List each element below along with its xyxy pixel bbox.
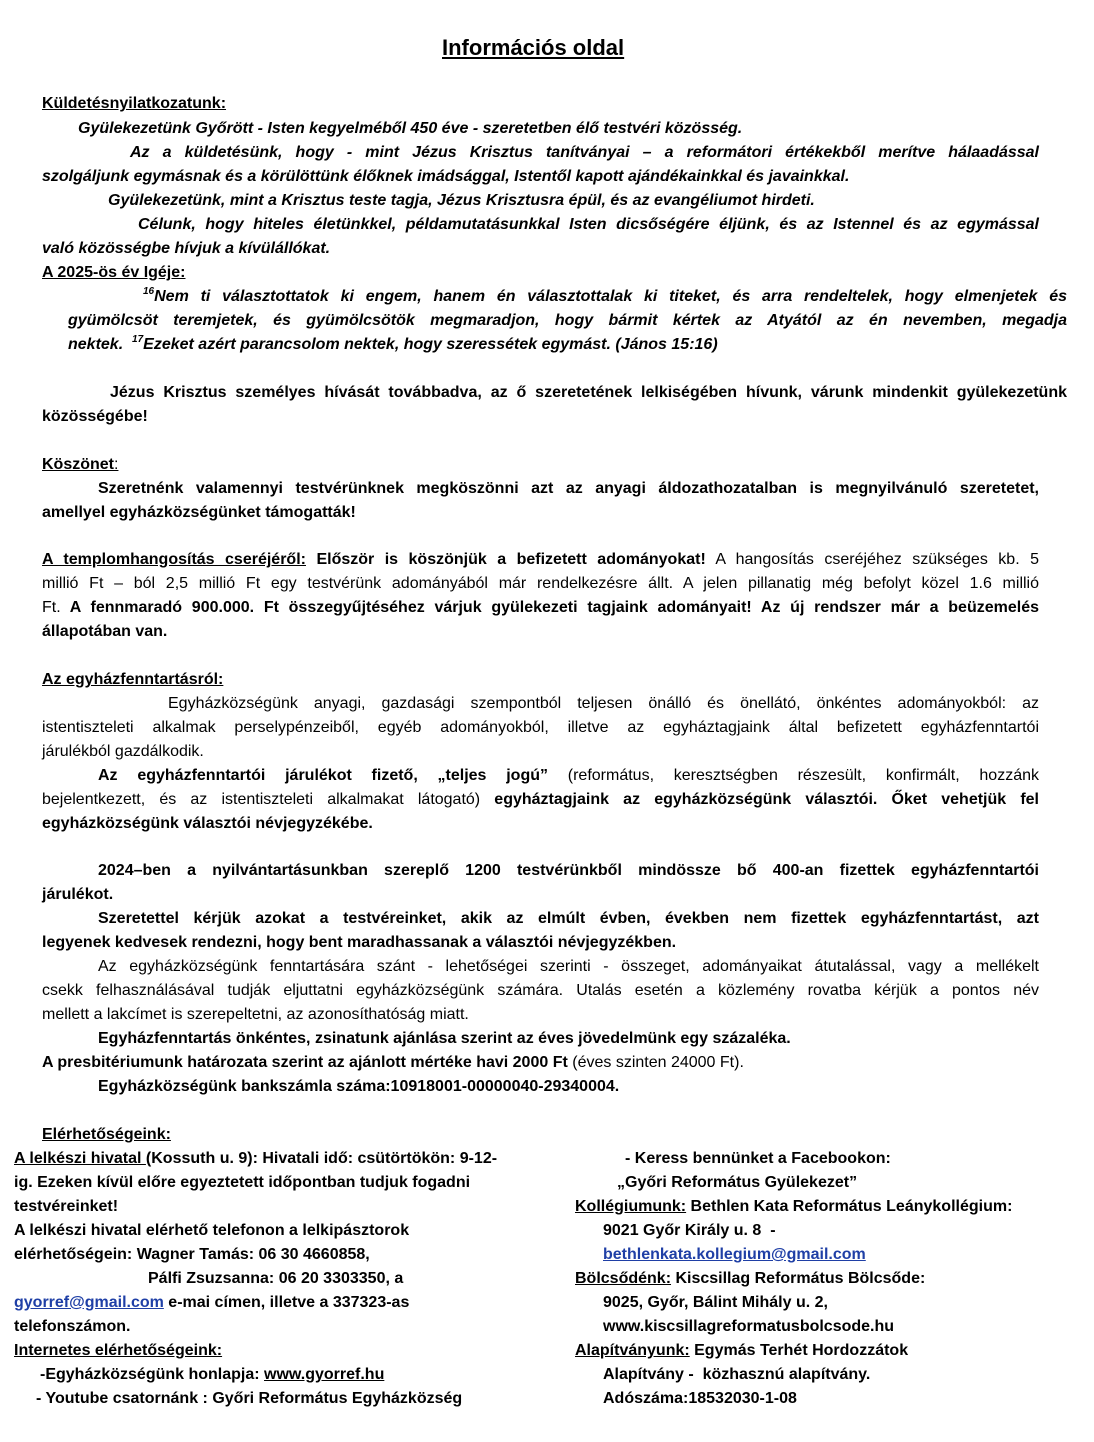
support-p1-line-3: járulékból gazdálkodik.	[42, 743, 204, 760]
support-p1-line-2: istentiszteleti alkalmak perselypénzeiből, egyéb adományokból, illetve az egyháztagjaink által befizetett egyházfenntartói	[42, 719, 1039, 736]
mission-heading: Küldetésnyilatkozatunk:	[42, 95, 227, 112]
support-p5-line-2: csekk felhasználásával tudják eljuttatni egyházközségünk számára. Utalás esetén a közlemény rovatba kérjük a pontos név	[42, 982, 1039, 999]
thanks-line-2: amellyel egyházközségünket támogatták!	[42, 504, 356, 521]
website-link[interactable]: www.gyorref.hu	[264, 1366, 385, 1383]
verse-line-3: nektek. $^{17}$Ezeket azért parancsolom nektek, hogy szeressétek egymást. (János 15:16)	[68, 334, 718, 353]
phone-line-5: telefonszámon.	[14, 1318, 131, 1335]
mission-line-1: Gyülekezetünk Győrött - Isten kegyelméből 450 éve - szeretetben élő testvéri közösség.	[78, 120, 743, 137]
verse-number-17: 17	[132, 334, 144, 345]
sound-line-1: A templomhangosítás cseréjéről: Először is köszönjük a befizetett adományokat! A hangosítás cseréjéhez szükséges kb. 5	[42, 551, 1040, 568]
mission-line-2b: szolgáljunk egymásnak és a körülöttünk élőknek imádsággal, Istentől kapott ajándékainkkal és javainkkal.	[42, 168, 850, 185]
mission-line-2a: Az a küldetésünk, hogy - mint Jézus Krisztus tanítványai – a reformátori értékekből merítve hálaadással	[130, 144, 1039, 161]
sound-line-3: Ft. A fennmaradó 900.000. Ft összegyűjtéséhez várjuk gyülekezeti tagjaink adományait! Az új rendszer már a beüzemelés	[42, 599, 1039, 616]
verse-number-16: 16	[143, 286, 155, 297]
youtube-line: - Youtube csatornánk : Győri Református Egyházközség	[36, 1390, 463, 1407]
college-line-1: Kollégiumunk: Bethlen Kata Református Leánykollégium:	[575, 1198, 1013, 1215]
verse-line-2: gyümölcsöt teremjetek, és gyümölcsötök megmaradjon, hogy bármit kértek az Atyától az én nevemben, megadja	[68, 312, 1067, 329]
phone-line-2: elérhetőségein: Wagner Tamás: 06 30 4660858,	[14, 1246, 370, 1263]
support-p1-line-1: Egyházközségünk anyagi, gazdasági szempontból teljesen önálló és önellátó, önkéntes adományokból: az	[168, 695, 1039, 712]
thanks-heading: Köszönet:	[42, 456, 119, 473]
facebook-line-2: „Győri Református Gyülekezet”	[617, 1174, 858, 1191]
verse-heading: A 2025-ös év Igéje:	[42, 264, 186, 281]
page-title: Információs oldal	[442, 35, 625, 60]
college-email-link[interactable]: bethlenkata.kollegium@gmail.com	[603, 1246, 866, 1263]
mission-line-4b: való közösségbe hívjuk a kívülállókat.	[42, 240, 331, 257]
support-p2-line-2: bejelentkezett, és az istentiszteleti alkalmakat látogató) egyháztagjaink az egyházközségünk választói. Őket vehetjük fel	[42, 791, 1039, 808]
nursery-website[interactable]: www.kiscsillagreformatusbolcsode.hu	[603, 1318, 895, 1335]
support-p3-line-1: 2024–ben a nyilvántartásunkban szereplő 1200 testvérünkből mindössze bő 400-an fizettek egyházfenntartói	[98, 862, 1039, 879]
foundation-tax-number: Adószáma:18532030-1-08	[603, 1390, 797, 1407]
thanks-line-1: Szeretnénk valamennyi testvérünknek megköszönni azt az anyagi áldozathozatalban is megnyilvánuló szeretetet,	[98, 480, 1039, 497]
office-line-3: testvéreinket!	[14, 1198, 119, 1215]
office-line-2: ig. Ezeken kívül előre egyeztetett időpontban tudjuk fogadni	[14, 1174, 471, 1191]
bank-account: Egyházközségünk bankszámla száma:10918001-00000040-29340004.	[98, 1078, 620, 1095]
mission-line-3: Gyülekezetünk, mint a Krisztus teste tagja, Jézus Krisztusra épül, és az evangéliumot hirdeti.	[108, 192, 815, 209]
online-heading: Internetes elérhetőségeink:	[14, 1342, 223, 1359]
foundation-line-2: Alapítvány - közhasznú alapítvány.	[603, 1366, 871, 1383]
support-p4-line-2: legyenek kedvesek rendezni, hogy bent maradhassanak a választói névjegyzékben.	[42, 934, 677, 951]
contacts-heading: Elérhetőségeink:	[42, 1126, 171, 1143]
support-heading: Az egyházfenntartásról:	[42, 671, 224, 688]
nursery-line-1: Bölcsődénk: Kiscsillag Református Bölcsőde:	[575, 1270, 926, 1287]
support-p5-line-1: Az egyházközségünk fenntartására szánt - lehetőségei szerinti - összeget, adományaikat átutalással, vagy a mellékelt	[98, 958, 1039, 975]
phone-line-3: Pálfi Zsuzsanna: 06 20 3303350, a	[148, 1270, 404, 1287]
phone-line-1: A lelkészi hivatal elérhető telefonon a lelkipásztorok	[14, 1222, 410, 1239]
support-p6: Egyházfenntartás önkéntes, zsinatunk ajánlása szerint az éves jövedelmünk egy százaléka.	[98, 1030, 791, 1047]
support-p7: A presbitériumunk határozata szerint az ajánlott mértéke havi 2000 Ft (éves szinten 24000 Ft).	[42, 1054, 744, 1071]
nursery-address: 9025, Győr, Bálint Mihály u. 2,	[603, 1294, 828, 1311]
sound-line-2: millió Ft – ból 2,5 millió Ft egy testvérünk adományából már rendelkezésre állt. A jelen pillanatig még befolyt közel 1.6 millió	[42, 575, 1039, 592]
office-email-link[interactable]: gyorref@gmail.com	[14, 1294, 164, 1311]
college-address: 9021 Győr Király u. 8 -	[603, 1222, 776, 1239]
email-line: gyorref@gmail.com e-mai címen, illetve a 337323-as	[14, 1294, 410, 1311]
foundation-line-1: Alapítványunk: Egymás Terhét Hordozzátok	[575, 1342, 909, 1359]
mission-line-4a: Célunk, hogy hiteles életünkkel, példamutatásunkkal Isten dicsőségére éljünk, és az Istennel és az egymással	[138, 216, 1039, 233]
website-line: -Egyházközségünk honlapja: www.gyorref.hu	[40, 1366, 385, 1383]
invite-line-2: közösségébe!	[42, 408, 148, 425]
verse-line-1: $^{16}$Nem ti választottatok ki engem, hanem én választottalak ki titeket, és arra rendeltelek, hogy elmenjetek és	[143, 286, 1067, 305]
support-p3-line-2: járulékot.	[42, 886, 114, 903]
support-p5-line-3: mellett a lakcímet is szerepeltetni, az azonosíthatóság miatt.	[42, 1006, 469, 1023]
support-p2-line-1: Az egyházfenntartói járulékot fizető, „teljes jogú” (református, keresztségben részesült, konfirmált, hozzánk	[98, 767, 1040, 784]
sound-line-4: állapotában van.	[42, 623, 168, 640]
facebook-line-1: - Keress bennünket a Facebookon:	[625, 1150, 891, 1167]
office-line-1: A lelkészi hivatal (Kossuth u. 9): Hivatali idő: csütörtökön: 9-12-	[14, 1150, 498, 1167]
invite-line-1: Jézus Krisztus személyes hívását továbbadva, az ő szeretetének lelkiségében hívunk, várunk mindenkit gyülekezetünk	[110, 384, 1067, 401]
support-p2-line-3: egyházközségünk választói névjegyzékébe.	[42, 815, 373, 832]
support-p4-line-1: Szeretettel kérjük azokat a testvéreinket, akik az elmúlt évben, években nem fizettek egyházfenntartást, azt	[98, 910, 1039, 927]
